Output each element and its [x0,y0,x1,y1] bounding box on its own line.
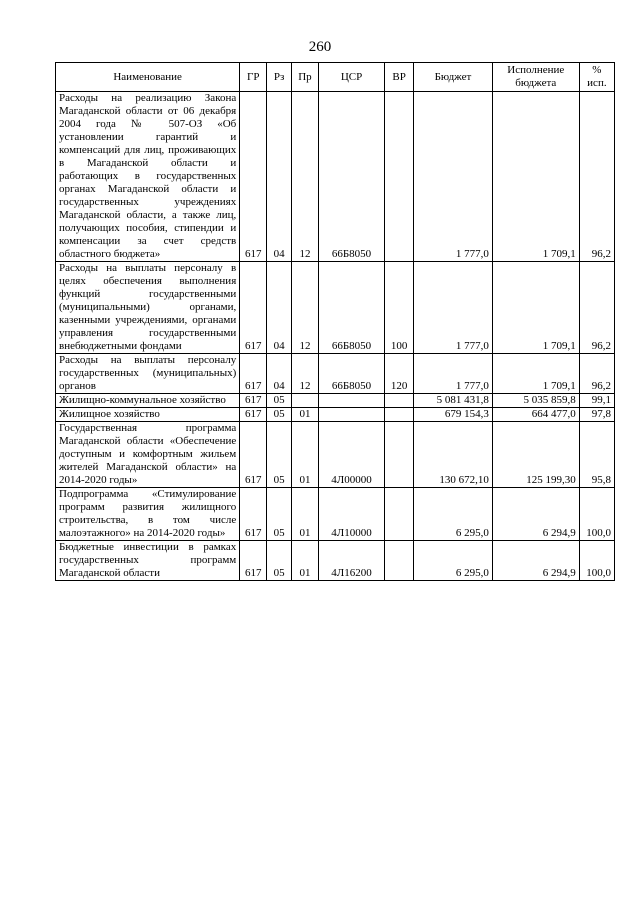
header-budget: Бюджет [414,63,493,92]
row-percent: 96,2 [579,354,614,394]
row-csr [318,408,384,422]
row-percent: 99,1 [579,394,614,408]
header-vr: ВР [385,63,414,92]
row-pr: 12 [292,354,319,394]
row-csr: 4Л16200 [318,541,384,581]
row-execution: 1 709,1 [492,92,579,262]
row-csr [318,394,384,408]
row-gr: 617 [240,541,267,581]
row-gr: 617 [240,354,267,394]
row-execution: 664 477,0 [492,408,579,422]
row-percent: 95,8 [579,422,614,488]
row-budget: 6 295,0 [414,488,493,541]
budget-table [55,62,615,581]
row-rz: 05 [267,488,292,541]
row-budget: 1 777,0 [414,262,493,354]
row-name: Жилищно-коммунальное хозяйство [56,394,240,408]
row-csr: 4Л10000 [318,488,384,541]
row-execution: 6 294,9 [492,541,579,581]
row-vr: 120 [385,354,414,394]
row-percent: 97,8 [579,408,614,422]
row-percent: 96,2 [579,262,614,354]
row-rz: 04 [267,262,292,354]
row-vr [385,488,414,541]
row-vr [385,422,414,488]
row-rz: 05 [267,394,292,408]
row-csr: 66Б8050 [318,262,384,354]
table-row [56,422,615,488]
row-execution: 1 709,1 [492,354,579,394]
row-budget: 1 777,0 [414,354,493,394]
row-pr: 01 [292,541,319,581]
row-vr [385,92,414,262]
row-execution: 125 199,30 [492,422,579,488]
row-pr: 01 [292,408,319,422]
row-percent: 100,0 [579,541,614,581]
header-pr: Пр [292,63,319,92]
table-header-row [56,63,615,92]
row-pr: 12 [292,92,319,262]
row-name: Подпрограмма «Стимулирование программ развития жилищного строительства, в том числе малоэтажного» на 2014-2020 годы» [56,488,240,541]
header-percent: % исп. [579,63,614,92]
header-gr: ГР [240,63,267,92]
row-budget: 1 777,0 [414,92,493,262]
row-name: Государственная программа Магаданской области «Обеспечение доступным и комфортным жильем жителей Магаданской области» на 2014-2020 годы» [56,422,240,488]
page-number: 260 [308,39,332,55]
row-rz: 05 [267,408,292,422]
header-name: Наименование [56,63,240,92]
header-rz: Рз [267,63,292,92]
row-percent: 96,2 [579,92,614,262]
row-pr [292,394,319,408]
row-csr: 66Б8050 [318,92,384,262]
table-row [56,354,615,394]
row-gr: 617 [240,92,267,262]
row-vr [385,394,414,408]
row-execution: 5 035 859,8 [492,394,579,408]
row-name: Расходы на реализацию Закона Магаданской области от 06 декабря 2004 года № 507-ОЗ «Об установлении гарантий и компенсаций для лиц, проживающих в Магаданской области и работающих в государственных органах Магаданской области и государственных учреждениях Магаданской области, а также лиц, получающих пособия, стипендии и компенсации за счет средств областного бюджета» [56,92,240,262]
header-execution: Исполнение бюджета [492,63,579,92]
row-csr: 4Л00000 [318,422,384,488]
row-gr: 617 [240,262,267,354]
row-rz: 04 [267,92,292,262]
row-gr: 617 [240,422,267,488]
row-gr: 617 [240,408,267,422]
row-execution: 1 709,1 [492,262,579,354]
row-name: Бюджетные инвестиции в рамках государственных программ Магаданской области [56,541,240,581]
row-budget: 6 295,0 [414,541,493,581]
row-budget: 679 154,3 [414,408,493,422]
header-csr: ЦСР [318,63,384,92]
row-name: Жилищное хозяйство [56,408,240,422]
row-rz: 04 [267,354,292,394]
row-pr: 12 [292,262,319,354]
row-budget: 5 081 431,8 [414,394,493,408]
row-vr: 100 [385,262,414,354]
row-rz: 05 [267,541,292,581]
row-budget: 130 672,10 [414,422,493,488]
table-row [56,262,615,354]
row-execution: 6 294,9 [492,488,579,541]
row-vr [385,541,414,581]
row-rz: 05 [267,422,292,488]
row-pr: 01 [292,422,319,488]
row-gr: 617 [240,394,267,408]
row-name: Расходы на выплаты персоналу государственных (муниципальных) органов [56,354,240,394]
table-row [56,488,615,541]
table-row [56,394,615,408]
row-percent: 100,0 [579,488,614,541]
row-gr: 617 [240,488,267,541]
table-row [56,92,615,262]
row-name: Расходы на выплаты персоналу в целях обеспечения выполнения функций государственными (муниципальными) органами, казенными учреждениями, органами управления государственными внебюджетными фондами [56,262,240,354]
table-row [56,541,615,581]
row-pr: 01 [292,488,319,541]
row-vr [385,408,414,422]
row-csr: 66Б8050 [318,354,384,394]
table-row [56,408,615,422]
